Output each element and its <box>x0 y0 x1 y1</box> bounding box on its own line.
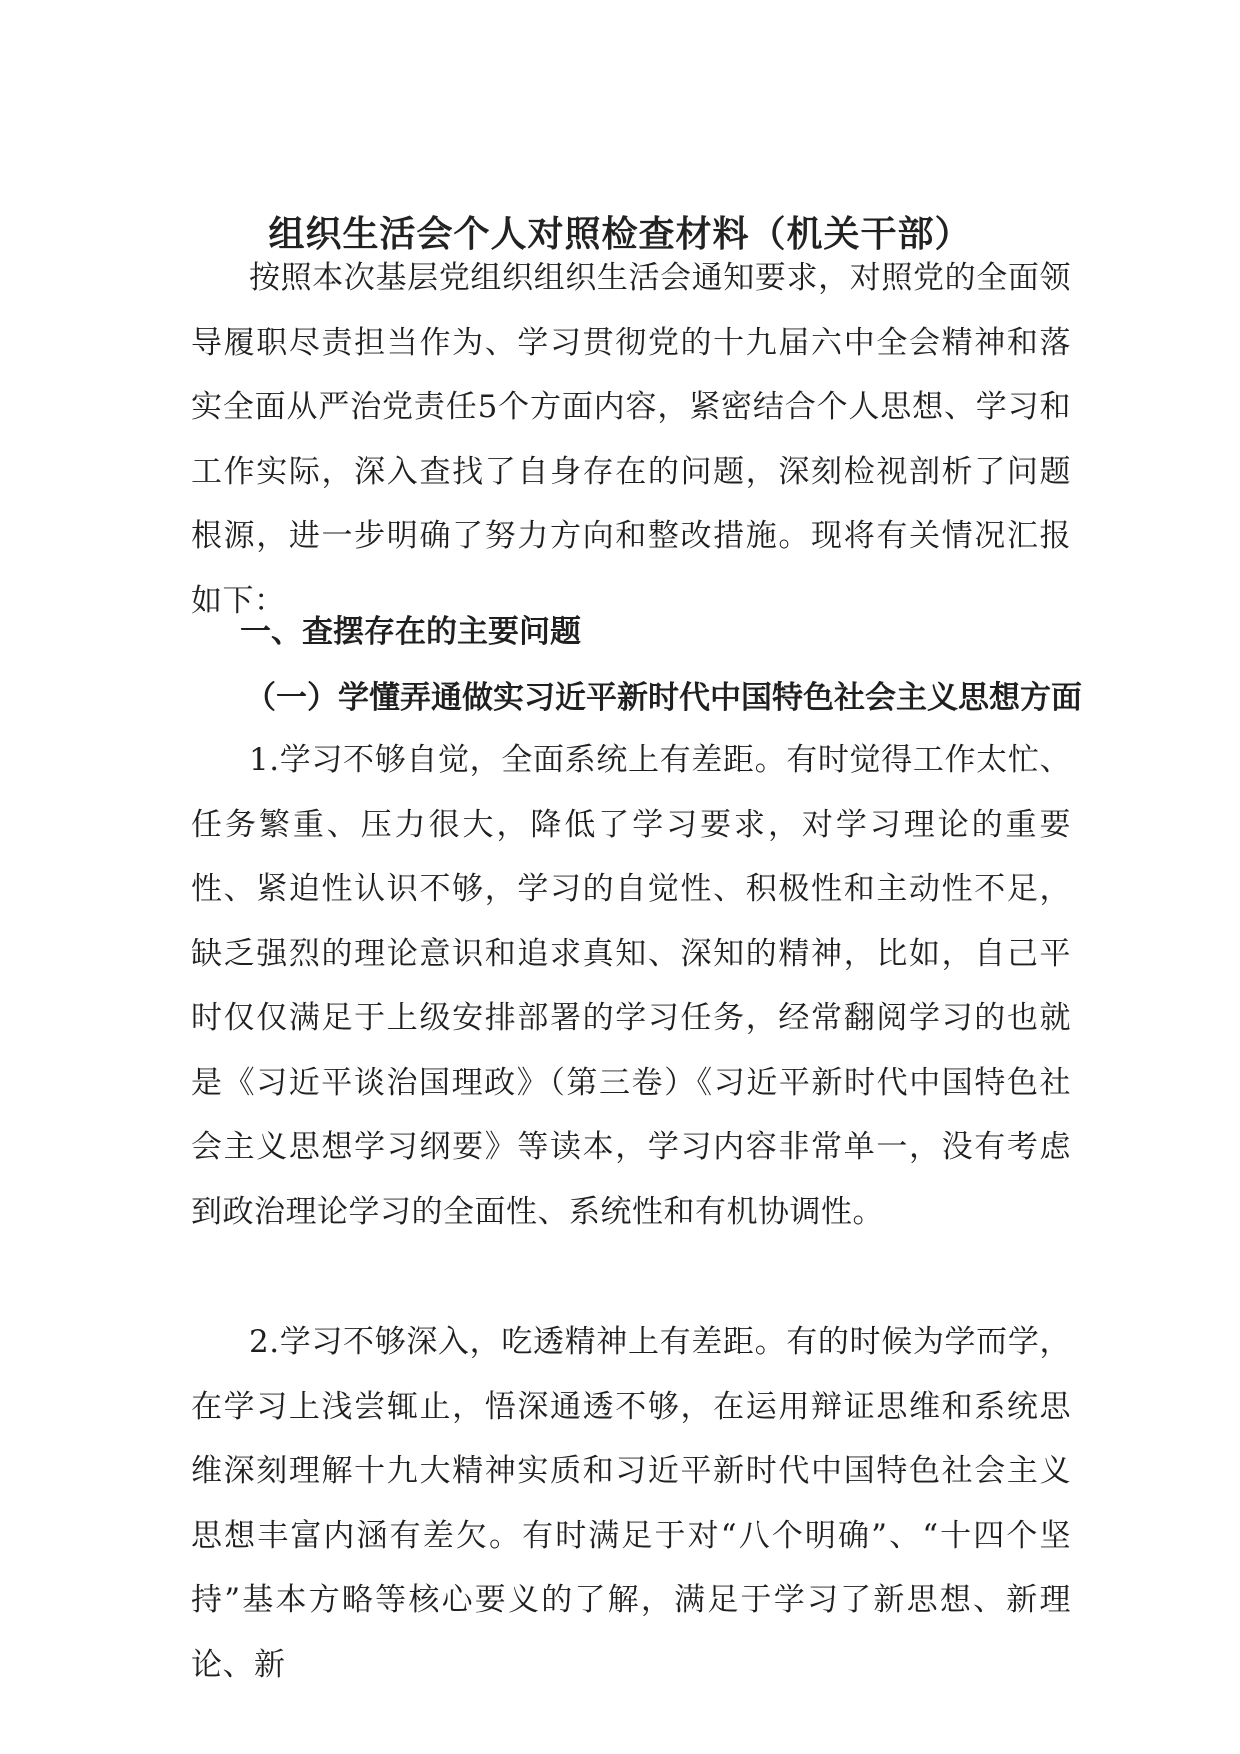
document-title: 组织生活会个人对照检查材料（机关干部） <box>268 213 972 256</box>
subsection-heading: （一）学懂弄通做实习近平新时代中国特色社会主义思想方面 <box>245 680 1082 716</box>
paragraph-1: 1.学习不够自觉，全面系统上有差距。有时觉得工作太忙、任务繁重、压力很大，降低了学习要求，对学习理论的重要性、紧迫性认识不够，学习的自觉性、积极性和主动性不足，缺乏强烈的理论意识和追求真知、深知的精神，比如，自己平时仅仅满足于上级安排部署的学习任务，经常翻阅学习的也就是《习近平谈治国理政》（第三卷）《习近平新时代中国特色社会主义思想学习纲要》等读本，学习内容非常单一，没有考虑到政治理论学习的全面性、系统性和有机协调性。 <box>191 742 1071 1230</box>
section-heading: 一、查摆存在的主要问题 <box>240 614 581 650</box>
intro-paragraph: 按照本次基层党组织组织生活会通知要求，对照党的全面领导履职尽责担当作为、学习贯彻党的十九届六中全会精神和落实全面从严治党责任5个方面内容，紧密结合个人思想、学习和工作实际，深入查找了自身存在的问题，深刻检视剖析了问题根源，进一步明确了努力方向和整改措施。现将有关情况汇报如下： <box>191 260 1071 619</box>
paragraph-2: 2.学习不够深入，吃透精神上有差距。有的时候为学而学，在学习上浅尝辄止，悟深通透不够，在运用辩证思维和系统思维深刻理解十九大精神实质和习近平新时代中国特色社会主义思想丰富内涵有差欠。有时满足于对“八个明确”、“十四个坚持”基本方略等核心要义的了解，满足于学习了新思想、新理论、新 <box>191 1324 1071 1683</box>
